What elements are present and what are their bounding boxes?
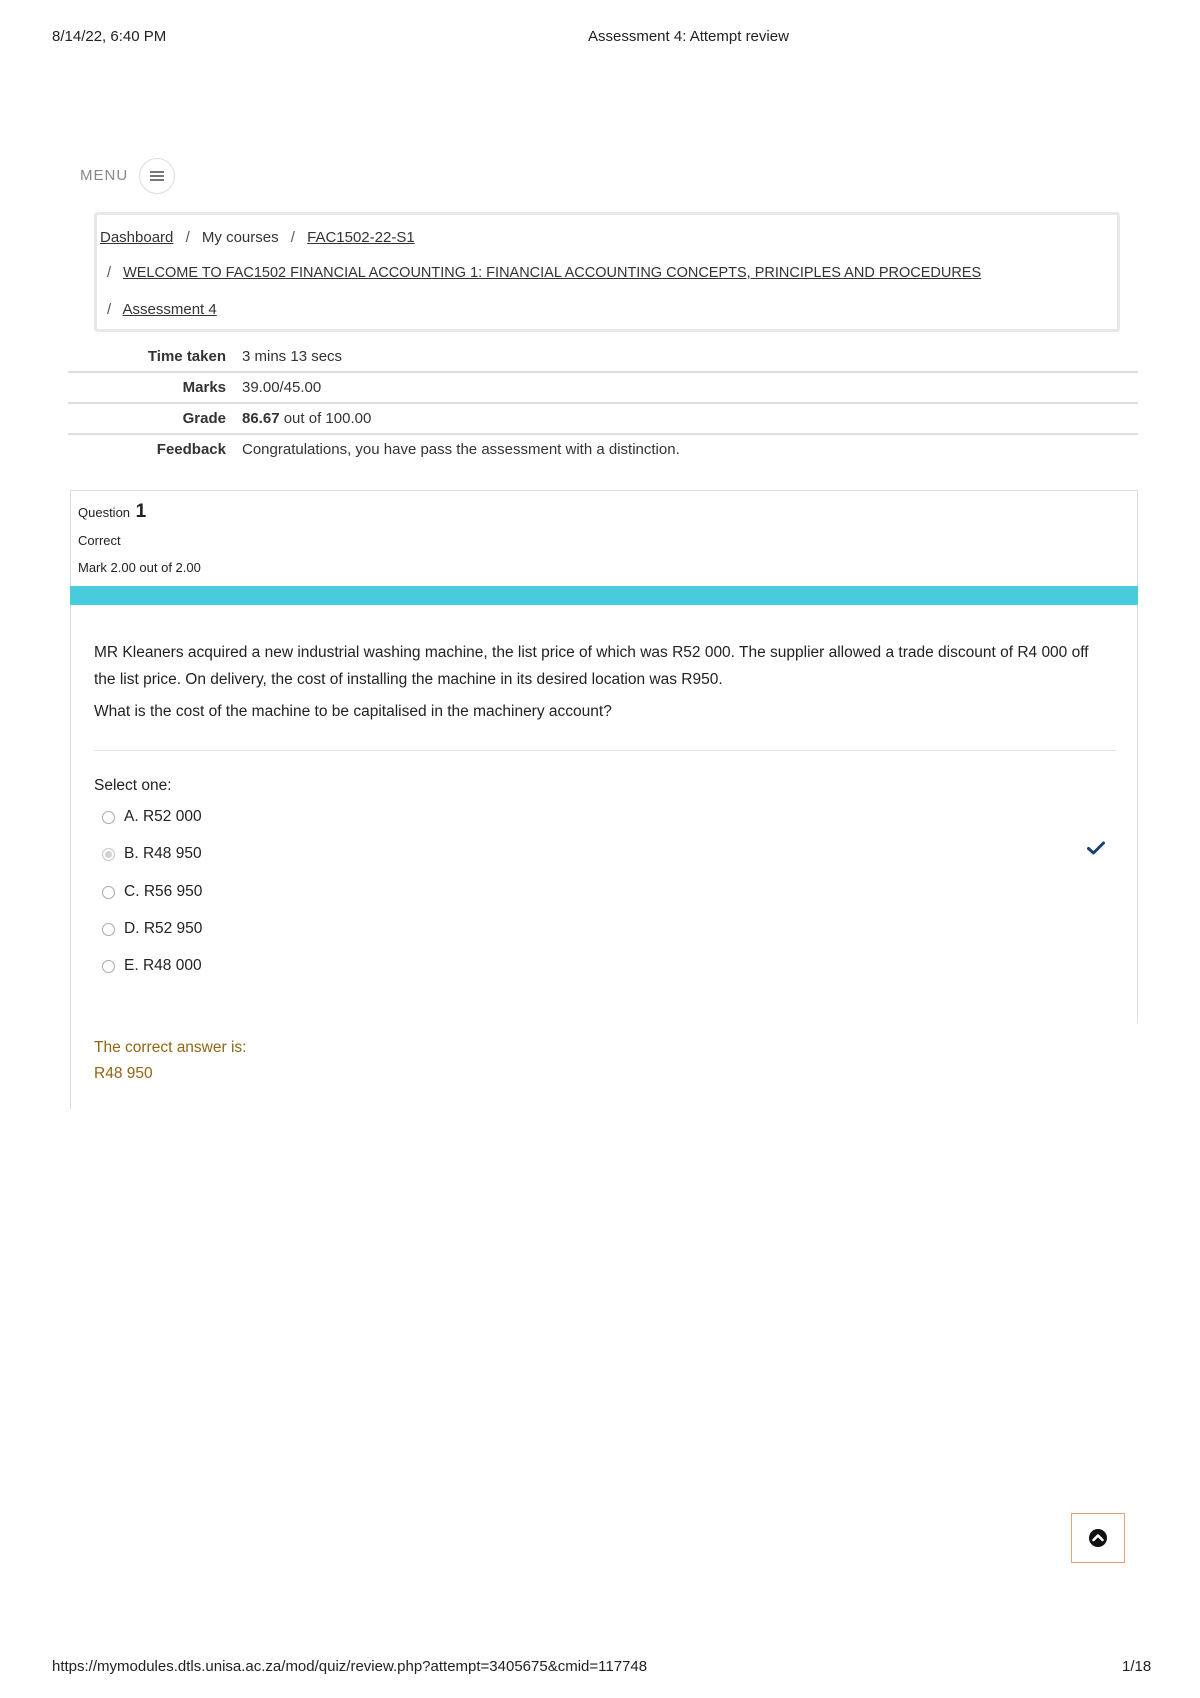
time-taken-value: 3 mins 13 secs xyxy=(242,348,343,365)
question-number-value: 1 xyxy=(135,501,147,522)
answer-option-b[interactable] xyxy=(102,845,202,863)
breadcrumb-dashboard[interactable]: Dashboard xyxy=(100,229,174,246)
scroll-to-top-button[interactable] xyxy=(1071,1513,1125,1563)
question-label: Question xyxy=(78,505,131,520)
summary-row-marks xyxy=(68,373,1138,404)
question-mark: Mark 2.00 out of 2.00 xyxy=(78,560,201,575)
summary-row-time xyxy=(68,342,1138,373)
breadcrumb-separator: / xyxy=(107,301,112,318)
grade-value: 86.67 xyxy=(242,410,280,427)
grade-label: Grade xyxy=(182,410,226,427)
breadcrumb-separator: / xyxy=(185,229,190,246)
answer-option-e[interactable] xyxy=(102,957,202,975)
question-status-bar xyxy=(70,586,1138,605)
marks-value: 39.00/45.00 xyxy=(242,379,322,396)
grade-suffix: out of 100.00 xyxy=(283,410,372,427)
select-one-label: Select one: xyxy=(94,777,172,794)
breadcrumb-my-courses: My courses xyxy=(201,229,279,246)
chevron-up-circle-icon xyxy=(1088,1528,1108,1548)
print-page-title: Assessment 4: Attempt review xyxy=(588,28,789,45)
correct-answer-feedback xyxy=(70,1023,1139,1109)
feedback-label: Feedback xyxy=(156,441,226,458)
radio-button[interactable] xyxy=(102,886,115,899)
option-letter: D. xyxy=(124,920,140,937)
grade-value-wrap xyxy=(242,410,371,427)
breadcrumb-course[interactable]: FAC1502-22-S1 xyxy=(307,229,415,246)
marks-label: Marks xyxy=(182,379,226,396)
option-text: R48 950 xyxy=(142,845,202,862)
option-text: R52 950 xyxy=(143,920,203,937)
print-datetime: 8/14/22, 6:40 PM xyxy=(52,28,167,45)
radio-button[interactable] xyxy=(102,923,115,936)
correct-answer-label: The correct answer is: xyxy=(94,1039,247,1056)
question-number xyxy=(78,501,146,523)
option-text: R48 000 xyxy=(142,957,202,974)
answer-option-a[interactable] xyxy=(102,808,202,826)
print-url: https://mymodules.dtls.unisa.ac.za/mod/quiz/review.php?attempt=3405675&cmid=117748 xyxy=(52,1658,648,1675)
correct-answer-value: R48 950 xyxy=(94,1065,153,1082)
option-text: R52 000 xyxy=(142,808,202,825)
question-text xyxy=(94,639,1114,725)
radio-button-selected[interactable] xyxy=(102,848,115,861)
radio-button[interactable] xyxy=(102,811,115,824)
summary-row-grade xyxy=(68,404,1138,435)
summary-row-feedback xyxy=(68,435,1138,464)
option-letter: A. xyxy=(124,808,139,825)
menu-label[interactable]: MENU xyxy=(80,167,129,184)
breadcrumb-section[interactable]: WELCOME TO FAC1502 FINANCIAL ACCOUNTING 1: FINANCIAL ACCOUNTING CONCEPTS, PRINCIPLES AND PROCEDURES xyxy=(123,265,982,281)
correct-check-icon xyxy=(1087,841,1105,855)
option-letter: C. xyxy=(124,883,140,900)
option-text: R56 950 xyxy=(143,883,203,900)
time-taken-label: Time taken xyxy=(147,348,226,365)
question-text-scenario: MR Kleaners acquired a new industrial washing machine, the list price of which was R52 000. The supplier allowed a trade discount of R4 000 off the list price. On delivery, the cost of installing the machine in its desired location was R950. xyxy=(94,644,1089,688)
radio-button[interactable] xyxy=(102,960,115,973)
divider xyxy=(94,750,1116,751)
hamburger-icon xyxy=(150,175,164,177)
breadcrumb-separator: / xyxy=(290,229,295,246)
feedback-value: Congratulations, you have pass the assessment with a distinction. xyxy=(242,441,680,458)
option-letter: B. xyxy=(124,845,139,862)
question-state: Correct xyxy=(78,533,121,548)
question-content xyxy=(70,605,1138,1023)
attempt-summary xyxy=(68,342,1138,464)
answer-option-c[interactable] xyxy=(102,883,202,901)
question-text-prompt: What is the cost of the machine to be capitalised in the machinery account? xyxy=(94,703,612,720)
breadcrumb xyxy=(94,212,1120,332)
print-page-number: 1/18 xyxy=(1122,1658,1152,1675)
menu-button[interactable] xyxy=(139,158,175,194)
question-info xyxy=(70,490,1138,586)
breadcrumb-assessment[interactable]: Assessment 4 xyxy=(122,301,217,318)
answer-option-d[interactable] xyxy=(102,920,202,938)
breadcrumb-separator: / xyxy=(107,265,112,281)
option-letter: E. xyxy=(124,957,139,974)
